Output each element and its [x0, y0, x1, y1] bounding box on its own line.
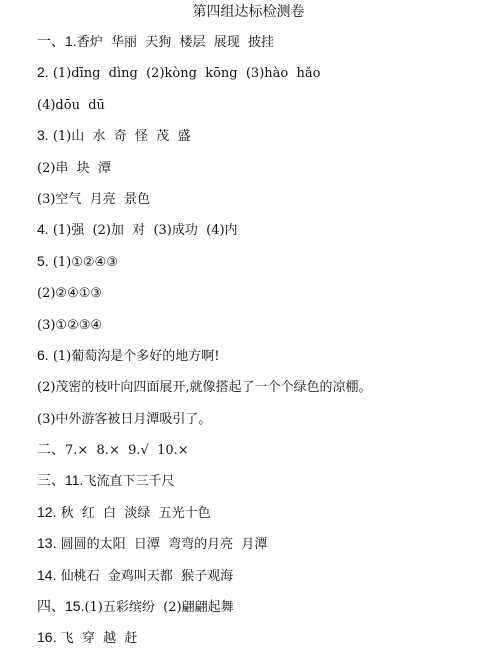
question-number: 2.: [37, 64, 49, 81]
question-number: 四、15.: [37, 598, 85, 615]
answer-text: 仙桃石 金鸡叫天都 猴子观海: [56, 568, 234, 584]
answer-line: [37, 282, 487, 313]
answer-line: [37, 408, 487, 439]
page-title: 第四组达标检测卷: [192, 4, 305, 20]
answer-text: 7.× 8.× 9.√ 10.×: [65, 443, 189, 459]
question-number: 4.: [37, 221, 49, 238]
answer-line: [37, 345, 487, 376]
question-number: 二、: [37, 441, 65, 458]
answer-text: 飞流直下三千尺: [83, 474, 175, 490]
answer-line: [37, 62, 487, 93]
question-number: 5.: [37, 252, 49, 269]
answer-line: [37, 439, 487, 470]
answer-line: [37, 125, 487, 156]
answer-text: (4)dōu dū: [37, 97, 105, 113]
answer-text: (3)中外游客被日月潭吸引了。: [37, 411, 212, 427]
answer-text: (2)串 块 潭: [37, 160, 111, 176]
answer-text: 香炉 华丽 天狗 楼层 展现 披挂: [76, 35, 275, 50]
question-number: 6.: [37, 346, 49, 363]
answer-text: (1)dīng dìng (2)kòng kōng (3)hào hǎo: [48, 66, 321, 82]
answer-line: [37, 31, 487, 62]
answer-line: [37, 502, 487, 533]
answer-list: [37, 31, 487, 659]
answer-line: [37, 157, 487, 188]
answer-text: 圆圆的太阳 日潭 弯弯的月亮 月潭: [56, 537, 268, 553]
answer-text: (1)葡萄沟是个多好的地方啊!: [48, 348, 220, 364]
answer-line: [37, 314, 487, 345]
answer-line: [37, 533, 487, 564]
question-number: 一、1.: [37, 33, 77, 49]
question-number: 三、11.: [37, 472, 84, 489]
answer-text: (1)五彩缤纷 (2)翩翩起舞: [84, 600, 234, 616]
question-number: 3.: [37, 127, 49, 144]
answer-line: [37, 627, 487, 658]
answer-line: [37, 596, 487, 627]
answer-line: [37, 565, 487, 596]
answer-text: (1)山 水 奇 怪 茂 盛: [48, 129, 191, 145]
answer-text: (3)①②③④: [37, 317, 103, 333]
answer-text: 飞 穿 越 赶: [56, 631, 138, 647]
question-number: 13.: [37, 535, 57, 552]
answer-text: (1)①②④③: [48, 254, 118, 270]
answer-line: [37, 219, 487, 250]
answer-text: 秋 红 白 淡绿 五光十色: [56, 505, 211, 521]
answer-line: [37, 251, 487, 282]
question-number: 16.: [37, 629, 57, 646]
answer-line: [37, 470, 487, 501]
answer-line: [37, 94, 487, 125]
answer-line: [37, 376, 487, 407]
answer-text: (2)②④①③: [37, 286, 103, 302]
answer-text: (3)空气 月亮 景色: [37, 191, 150, 207]
question-number: 14.: [37, 566, 57, 583]
answer-text: (2)茂密的枝叶向四面展开,就像搭起了一个个绿色的凉棚。: [37, 380, 372, 396]
answer-text: (1)强 (2)加 对 (3)成功 (4)内: [48, 223, 238, 239]
question-number: 12.: [37, 503, 57, 520]
answer-line: [37, 188, 487, 219]
